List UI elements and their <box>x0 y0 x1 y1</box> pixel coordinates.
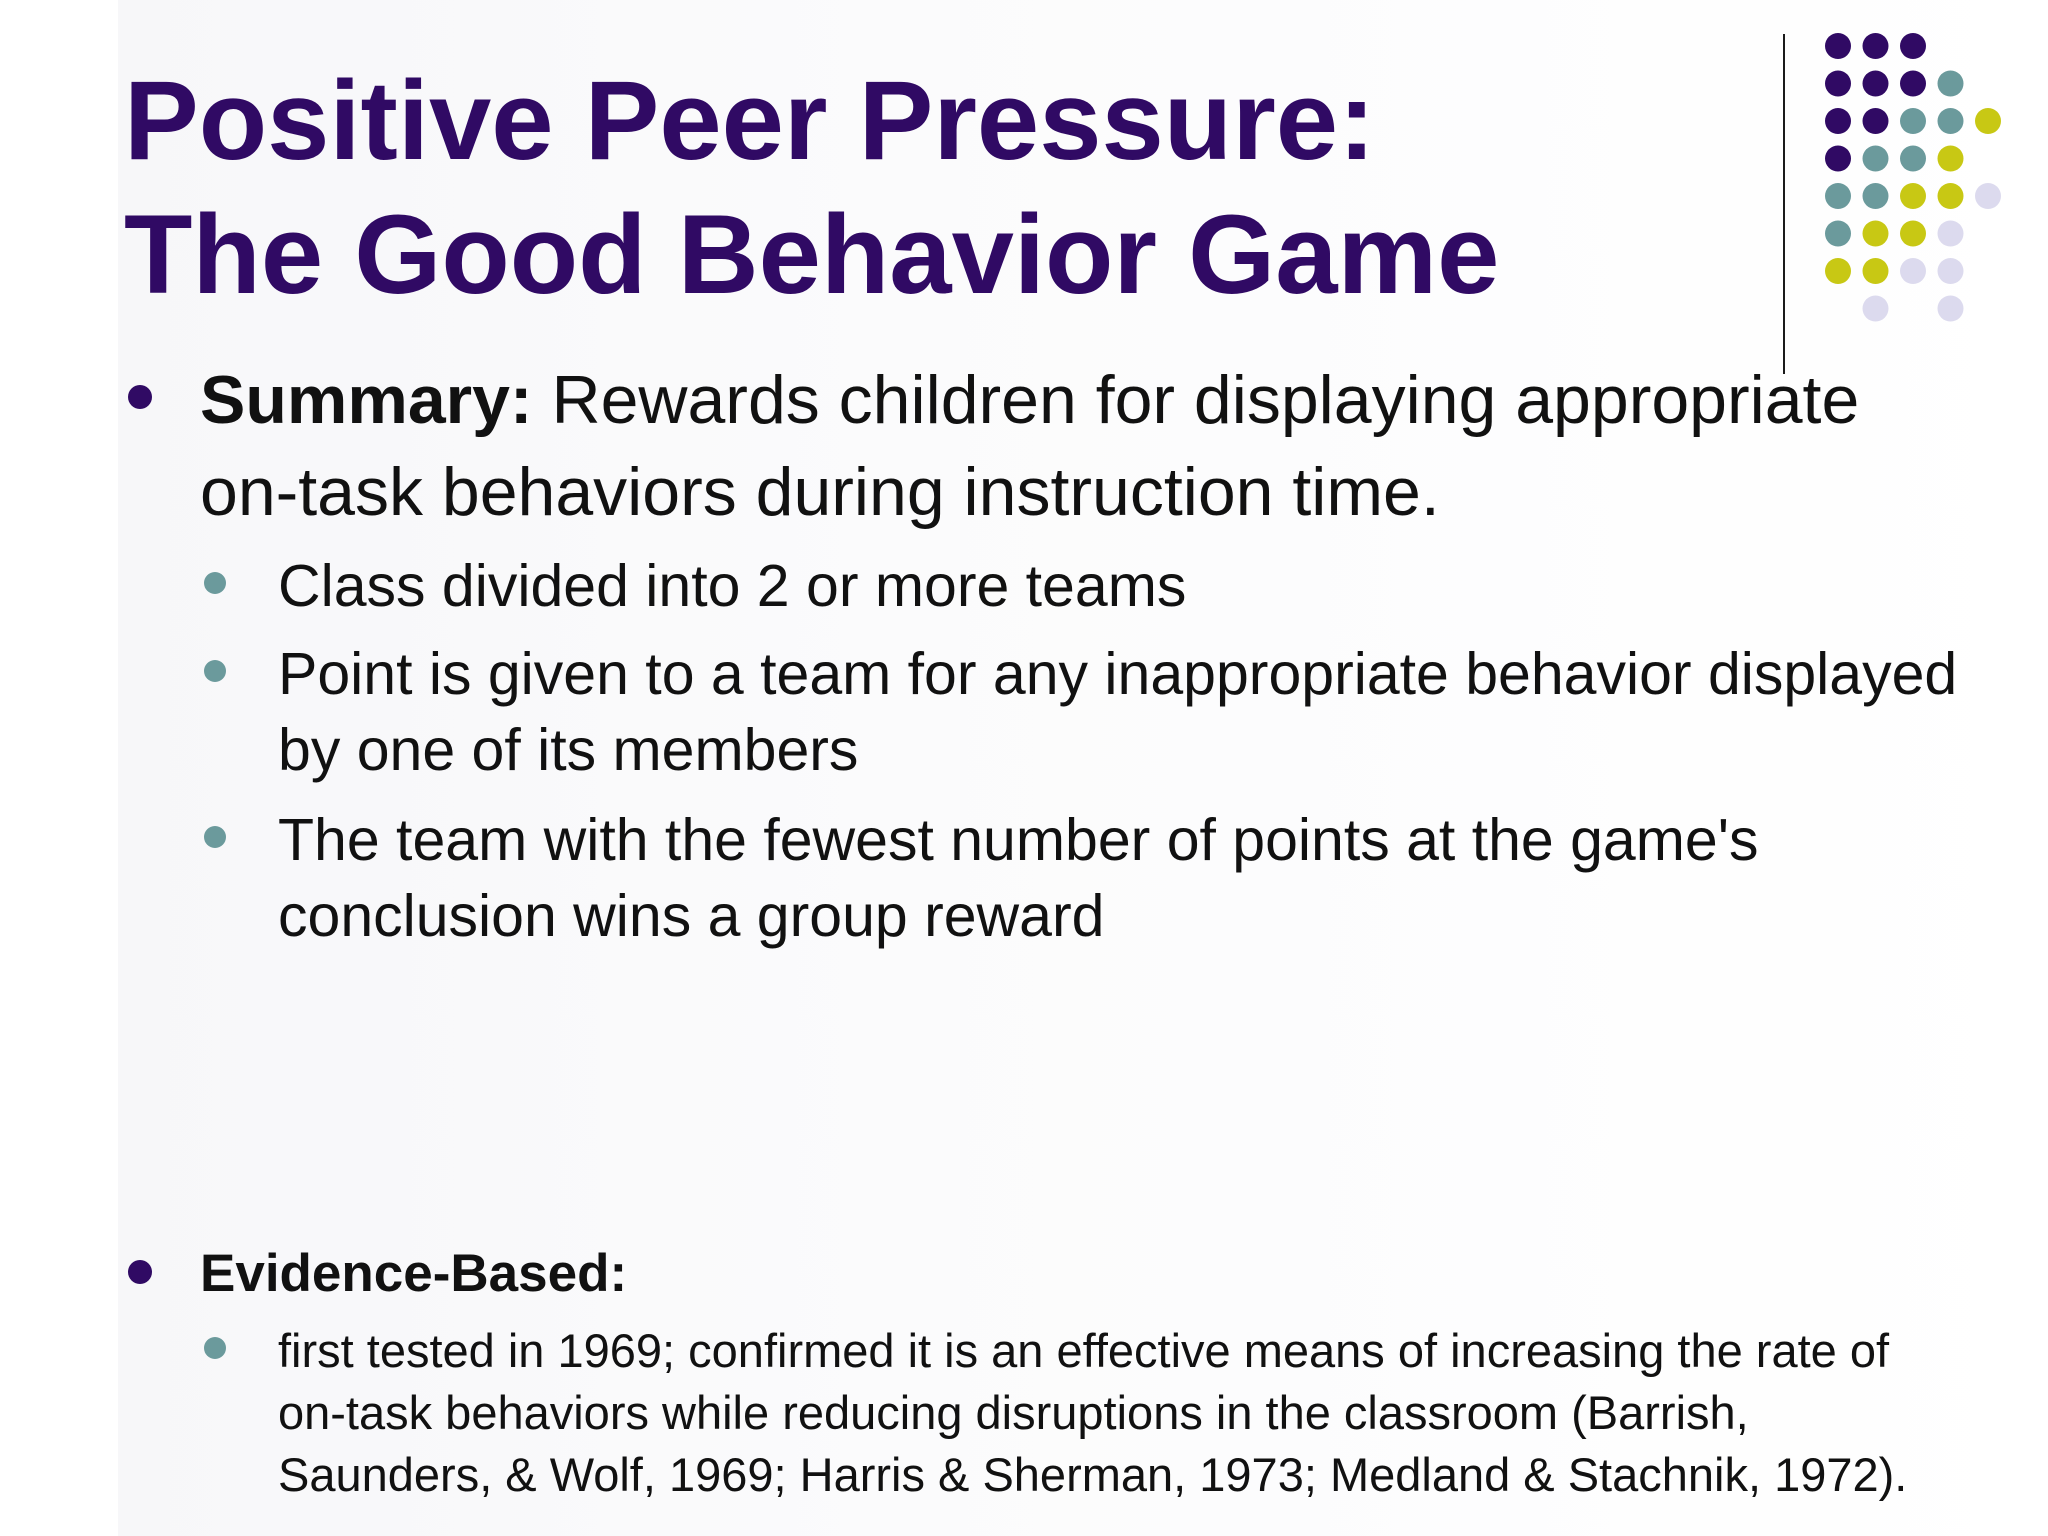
evidence-point-1-line-1: first tested in 1969; confirmed it is an effective means of increasing the rate of <box>278 1324 1890 1377</box>
summary-bullet <box>128 385 152 409</box>
summary-point-3-bullet <box>204 826 226 848</box>
evidence-bullet <box>128 1260 152 1284</box>
summary-point-1-line-1: Class divided into 2 or more teams <box>278 553 1187 619</box>
summary-label: Summary: <box>200 362 533 438</box>
title-line-2: The Good Behavior Game <box>124 192 1500 317</box>
decorative-vertical-divider <box>1783 34 1785 374</box>
summary-point-2-line-1: Point is given to a team for any inappropriate behavior displayed <box>278 641 1958 707</box>
summary-point-3-line-1: The team with the fewest number of points at the game's <box>278 807 1759 873</box>
evidence-point-1-bullet <box>204 1337 226 1359</box>
evidence-label: Evidence-Based: <box>200 1244 628 1303</box>
summary-point-2-bullet <box>204 660 226 682</box>
title-line-1: Positive Peer Pressure: <box>124 58 1376 183</box>
summary-text-line-1: Rewards children for displaying appropriate <box>532 362 1860 438</box>
summary-line-2: on-task behaviors during instruction time. <box>200 454 1440 530</box>
summary-point-3-line-2: conclusion wins a group reward <box>278 883 1105 949</box>
summary-point-2-line-2: by one of its members <box>278 717 859 783</box>
summary-point-1-bullet <box>204 572 226 594</box>
evidence-point-1-line-3: Saunders, & Wolf, 1969; Harris & Sherman, 1973; Medland & Stachnik, 1972). <box>278 1448 1908 1501</box>
slide-title <box>124 54 1499 322</box>
evidence-point-1-line-2: on-task behaviors while reducing disruptions in the classroom (Barrish, <box>278 1386 1749 1439</box>
summary-line-1 <box>200 354 1859 446</box>
